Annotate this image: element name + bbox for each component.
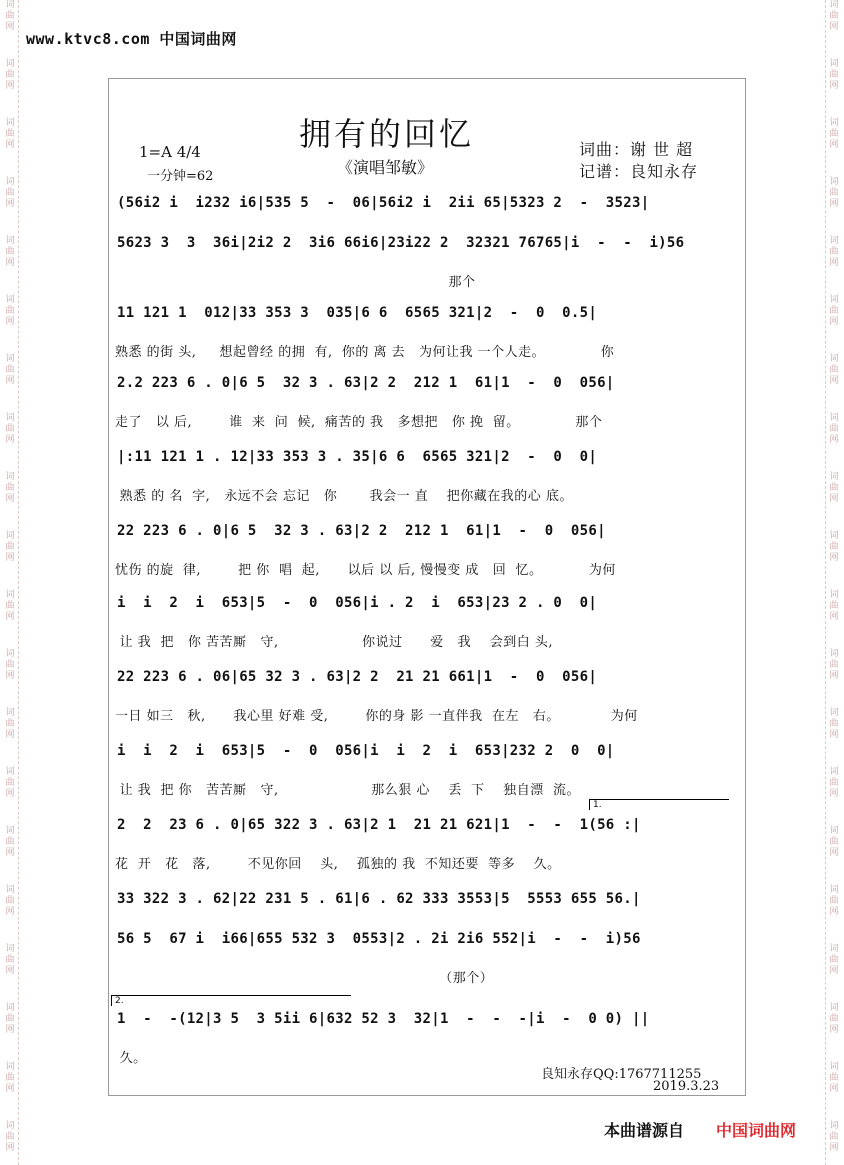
lyric-line: 一日 如三 秋, 我心里 好难 受, 你的身 影 一直伴我 在左 右。 为何 xyxy=(115,709,638,724)
watermark-text: 词曲网 xyxy=(829,177,839,209)
lyric-line: 忧伤 的旋 律, 把 你 唱 起, 以后 以 后, 慢慢变 成 回 忆。 为何 xyxy=(115,563,616,578)
watermark-text: 词曲网 xyxy=(5,472,15,504)
score-notes-row: 33 322 3 . 62|22 231 5 . 61|6 . 62 333 3553|5 5553 655 56.| xyxy=(117,891,641,907)
volta-bracket-1: 1. xyxy=(589,799,729,810)
watermark-text: 词曲网 xyxy=(5,295,15,327)
lyric-line: 熟悉 的 名 字, 永远不会 忘记 你 我会一 直 把你藏在我的心 底。 xyxy=(115,489,573,504)
lyric-line: 花 开 花 落, 不见你回 头, 孤独的 我 不知还要 等多 久。 xyxy=(115,857,561,872)
watermark-text: 词曲网 xyxy=(5,944,15,976)
watermark-text: 词曲网 xyxy=(829,708,839,740)
watermark-text: 词曲网 xyxy=(5,767,15,799)
watermark-text: 词曲网 xyxy=(829,531,839,563)
score-notes-row: 5623 3 3 36i|2i2 2 3i6 66i6|23i22 2 32321 76765|i - - i)56 xyxy=(117,235,685,251)
watermark-text: 词曲网 xyxy=(5,236,15,268)
lyric-line: 让 我 把 你 苦苦厮 守, 你说过 爱 我 会到白 头, xyxy=(115,635,553,650)
score-notes-row: i i 2 i 653|5 - 0 056|i i 2 i 653|232 2 0 0| xyxy=(117,743,615,759)
lyric-line: 走了 以 后, 谁 来 问 候, 痛苦的 我 多想把 你 挽 留。 那个 xyxy=(115,415,603,430)
watermark-text: 词曲网 xyxy=(5,59,15,91)
watermark-text: 词曲网 xyxy=(5,590,15,622)
watermark-text: 词曲网 xyxy=(5,354,15,386)
watermark-text: 词曲网 xyxy=(5,531,15,563)
author-qq: 良知永存QQ:1767711255 xyxy=(541,1067,702,1082)
watermark-text: 词曲网 xyxy=(829,1121,839,1153)
lyric-line: 让 我 把 你 苦苦厮 守, 那么狠 心 丢 下 独自漂 流。 xyxy=(115,783,580,798)
watermark-strip-left xyxy=(2,0,19,1165)
score-notes-row: |:11 121 1 . 12|33 353 3 . 35|6 6 6565 321|2 - 0 0| xyxy=(117,449,598,465)
score-notes-row: 2.2 223 6 . 0|6 5 32 3 . 63|2 2 212 1 61|1 - 0 056| xyxy=(117,375,615,391)
song-subtitle: 《演唱邹敏》 xyxy=(337,158,434,177)
song-title: 拥有的回忆 xyxy=(299,115,475,153)
lyric-line: 熟悉 的街 头, 想起曾经 的拥 有, 你的 离 去 为何让我 一个人走。 你 xyxy=(115,345,615,360)
watermark-text: 词曲网 xyxy=(829,649,839,681)
site-header[interactable]: www.ktvc8.com 中国词曲网 xyxy=(26,30,237,48)
watermark-text: 词曲网 xyxy=(829,0,839,32)
watermark-text: 词曲网 xyxy=(829,236,839,268)
watermark-text: 词曲网 xyxy=(829,826,839,858)
score-notes-row: 1 - -(12|3 5 3 5ii 6|632 52 3 32|1 - - -|i - 0 0) || xyxy=(117,1011,650,1027)
watermark-text: 词曲网 xyxy=(829,354,839,386)
watermark-text: 词曲网 xyxy=(5,826,15,858)
watermark-text: 词曲网 xyxy=(5,1121,15,1153)
watermark-text: 词曲网 xyxy=(829,944,839,976)
watermark-text: 词曲网 xyxy=(5,1003,15,1035)
watermark-text: 词曲网 xyxy=(829,885,839,917)
watermark-text: 词曲网 xyxy=(5,0,15,32)
watermark-text: 词曲网 xyxy=(829,295,839,327)
watermark-text: 词曲网 xyxy=(5,177,15,209)
credit-lyrics: 词曲：谢 世 超 xyxy=(579,140,694,159)
watermark-strip-right xyxy=(825,0,842,1165)
watermark-text: 词曲网 xyxy=(829,590,839,622)
score-notes-row: 2 2 23 6 . 0|65 322 3 . 63|2 1 21 21 621|1 - - 1(56 :| xyxy=(117,817,641,833)
watermark-text: 词曲网 xyxy=(5,118,15,150)
tempo-marking: 一分钟=62 xyxy=(147,169,214,184)
watermark-text: 词曲网 xyxy=(829,472,839,504)
lyric-line: （那个） xyxy=(115,971,494,986)
watermark-text: 词曲网 xyxy=(5,413,15,445)
score-notes-row: 56 5 67 i i66|655 532 3 0553|2 . 2i 2i6 552|i - - i)56 xyxy=(117,931,641,947)
lyric-line: 久。 xyxy=(115,1051,147,1066)
watermark-text: 词曲网 xyxy=(829,59,839,91)
source-site-link[interactable]: 中国词曲网 xyxy=(716,1121,797,1140)
watermark-text: 词曲网 xyxy=(829,413,839,445)
watermark-text: 词曲网 xyxy=(829,767,839,799)
lyric-line: 那个 xyxy=(115,275,476,290)
watermark-text: 词曲网 xyxy=(5,1062,15,1094)
score-notes-row: 22 223 6 . 0|6 5 32 3 . 63|2 2 212 1 61|1 - 0 056| xyxy=(117,523,606,539)
score-notes-row: 11 121 1 012|33 353 3 035|6 6 6565 321|2 - 0 0.5| xyxy=(117,305,598,321)
watermark-text: 词曲网 xyxy=(829,118,839,150)
watermark-text: 词曲网 xyxy=(5,649,15,681)
score-notes-row: 22 223 6 . 06|65 32 3 . 63|2 2 21 21 661|1 - 0 056| xyxy=(117,669,598,685)
author-date: 2019.3.23 xyxy=(653,1079,720,1094)
volta-bracket-2: 2. xyxy=(111,995,351,1006)
credit-notation: 记谱：良知永存 xyxy=(579,162,699,181)
watermark-text: 词曲网 xyxy=(829,1003,839,1035)
score-notes-row: i i 2 i 653|5 - 0 056|i . 2 i 653|23 2 . 0 0| xyxy=(117,595,598,611)
watermark-text: 词曲网 xyxy=(5,885,15,917)
source-label: 本曲谱源自 xyxy=(604,1121,685,1140)
score-sheet xyxy=(108,78,746,1096)
key-signature: 1=A 4/4 xyxy=(139,143,201,161)
watermark-text: 词曲网 xyxy=(5,708,15,740)
score-notes-row: (56i2 i i232 i6|535 5 - 06|56i2 i 2ii 65|5323 2 - 3523| xyxy=(117,195,650,211)
watermark-text: 词曲网 xyxy=(829,1062,839,1094)
